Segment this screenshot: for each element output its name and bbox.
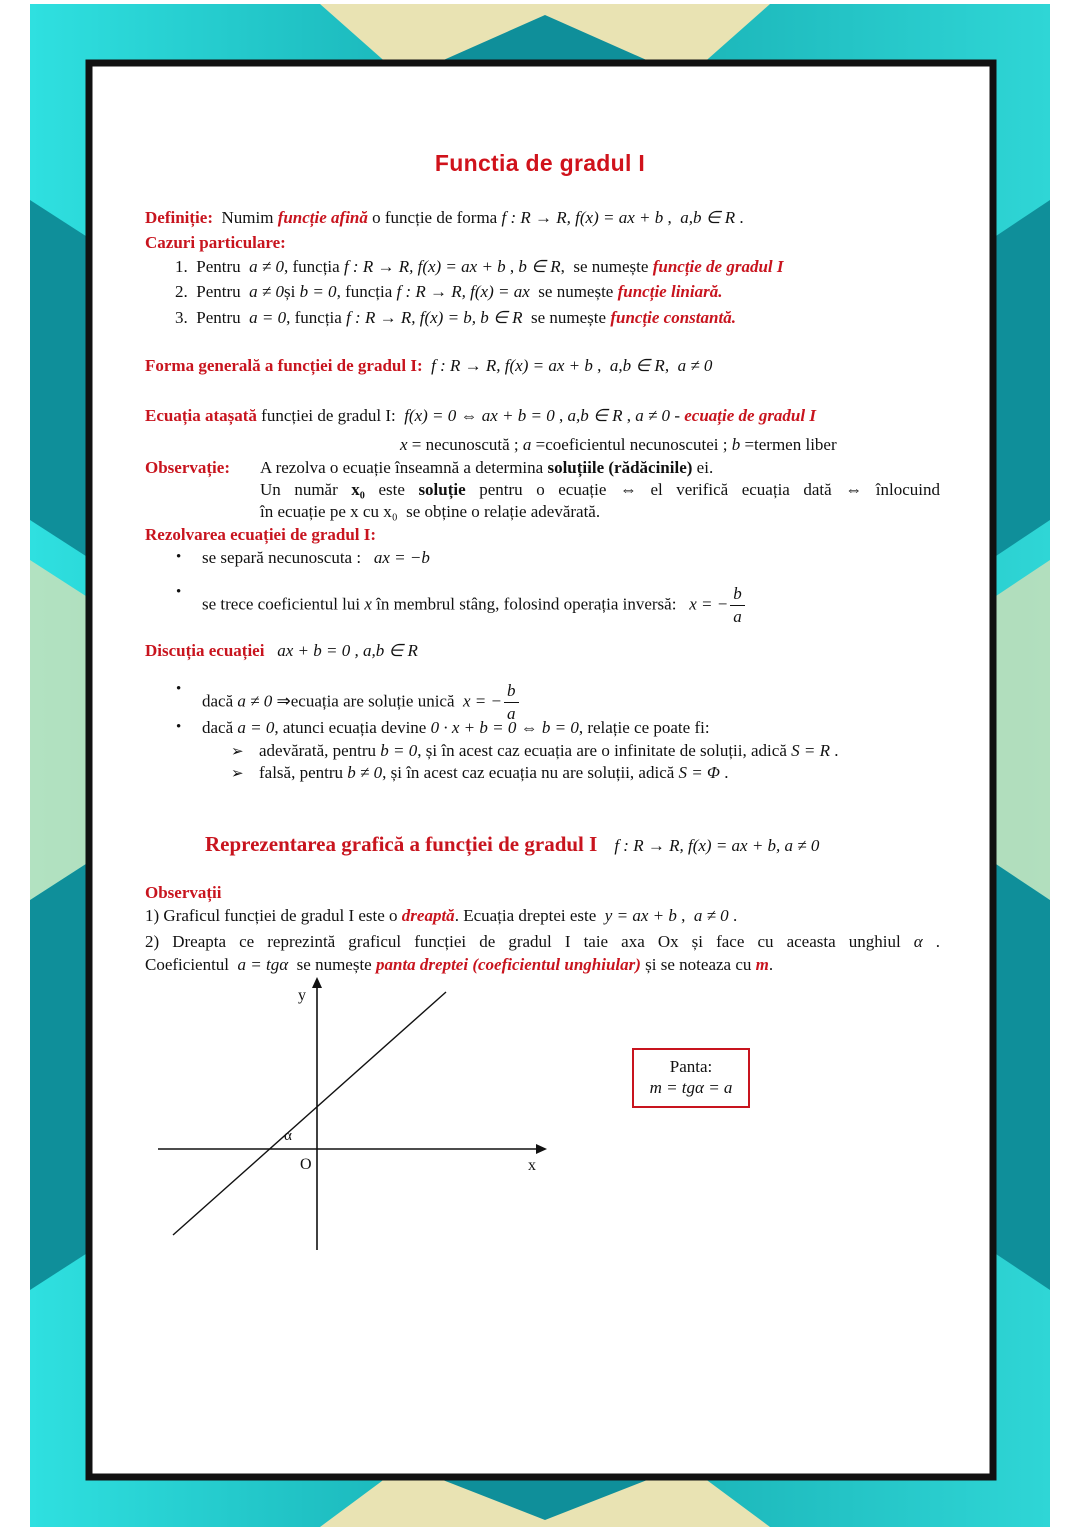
body-text: , atunci ecuația devine xyxy=(274,718,431,737)
heading-text: Rezolvarea ecuației de gradul I: xyxy=(145,525,377,544)
math-expression: a xyxy=(522,435,532,454)
origin-label: O xyxy=(300,1156,312,1173)
math-expression: a = tgα xyxy=(237,955,289,974)
emphasis-text: funcție constantă. xyxy=(610,308,736,327)
math-expression: a = 0 xyxy=(237,718,275,737)
body-text: ⇒ecuația are soluție unică xyxy=(272,691,464,711)
math-expression: a ≠ 0 xyxy=(677,356,713,375)
math-expression: f : R → R, f(x) = ax + b xyxy=(343,257,506,276)
body-text: , xyxy=(592,356,610,375)
math-expression: a ≠ 0 xyxy=(249,257,284,276)
body-text: 1) Graficul funcției de gradul I este o xyxy=(145,906,402,925)
bullet-icon: • xyxy=(176,584,182,600)
body-text: se numește xyxy=(288,955,376,974)
body-text: Coeficientul xyxy=(145,955,238,974)
math-expression: b ∈ R xyxy=(518,257,561,276)
emphasis-text: funcție liniară. xyxy=(617,282,723,301)
body-text: - xyxy=(670,406,685,425)
emphasis-text: funcție de gradul I xyxy=(652,257,784,276)
heading-text: Definiție: xyxy=(145,208,213,227)
math-expression: x xyxy=(364,594,372,614)
body-text: în membrul stâng, folosind operația inversă: xyxy=(371,594,690,614)
body-text: se trece coeficientul lui xyxy=(202,594,365,614)
math-expression: S = Φ xyxy=(678,763,720,782)
body-text: , xyxy=(505,257,519,276)
emphasis-text: m xyxy=(755,955,769,974)
emphasis-text: panta dreptei (coeficientul unghiular) xyxy=(375,955,641,974)
math-expression: f(x) = 0 ⇔ ax + b = 0 xyxy=(404,406,555,425)
math-expression: f : R → R, f(x) = ax xyxy=(396,282,530,301)
math-expression: x = − xyxy=(689,594,729,614)
body-text: 2. Pentru xyxy=(175,282,250,301)
fraction-numerator: b xyxy=(730,583,745,606)
bold-text: soluțiile (rădăcinile) xyxy=(547,458,693,477)
y-axis-arrow-icon xyxy=(312,977,322,988)
body-text: și xyxy=(283,282,300,301)
math-expression: α xyxy=(913,932,923,951)
math-expression: f : R → R, f(x) = ax + b, a ≠ 0 xyxy=(614,836,820,855)
body-text: o funcție de forma xyxy=(367,208,502,227)
function-line xyxy=(173,992,446,1235)
body-text: , xyxy=(622,406,636,425)
body-text: , xyxy=(663,208,681,227)
fraction-denominator: a xyxy=(733,607,742,626)
math-expression: f : R → R, f(x) = ax + b xyxy=(431,356,593,375)
slope-box xyxy=(632,1048,750,1108)
body-text: . Ecuația dreptei este xyxy=(454,906,605,925)
math-expression: f : R → R, f(x) = b, b ∈ R xyxy=(346,308,523,327)
math-expression: ax + b = 0 , a,b ∈ R xyxy=(277,641,418,660)
emphasis-text: dreaptă xyxy=(401,906,455,925)
fraction-numerator: b xyxy=(504,680,519,703)
math-expression: ax = −b xyxy=(373,548,430,567)
body-text: falsă, pentru xyxy=(259,763,348,782)
body-text: . xyxy=(735,208,744,227)
body-text: =termen liber xyxy=(740,435,837,454)
body-text: 2) Dreapta ce reprezintă graficul funcției de gradul I taie axa Ox și face cu aceasta unghiul xyxy=(145,932,914,951)
body-text: se numește xyxy=(522,308,611,327)
math-expression: x xyxy=(400,435,408,454)
section-heading: Reprezentarea grafică a funcției de gradul I xyxy=(205,832,598,856)
emphasis-text: funcție afină xyxy=(277,208,368,227)
body-text: în ecuație pe x cu x₀ se obține o relație adevărată. xyxy=(260,502,601,521)
body-text: 3. Pentru xyxy=(175,308,250,327)
body-text: se separă necunoscuta : xyxy=(202,548,374,567)
math-expression: b ≠ 0 xyxy=(347,763,383,782)
math-expression: y = ax + b xyxy=(604,906,677,925)
body-text: , funcția xyxy=(336,282,397,301)
y-axis-label: y xyxy=(298,987,306,1004)
math-expression: a = 0 xyxy=(249,308,287,327)
body-text: pentru o ecuație ⇔ el verifică ecuația dată ⇔ înlocuind xyxy=(465,480,940,499)
heading-text: Observații xyxy=(145,883,222,902)
body-text: Numim xyxy=(212,208,278,227)
body-text: A rezolva o ecuație înseamnă a determina xyxy=(260,458,548,477)
emphasis-text: ecuație de gradul I xyxy=(684,406,816,425)
arrow-bullet-icon: ➢ xyxy=(231,766,244,782)
math-expression: b xyxy=(731,435,741,454)
body-text: dacă xyxy=(202,718,238,737)
body-text: , xyxy=(554,406,568,425)
body-text: , funcția xyxy=(286,308,347,327)
slope-box-label: Panta: xyxy=(669,1057,713,1076)
bold-text: soluție xyxy=(418,480,466,499)
math-expression: S = R xyxy=(791,741,830,760)
body-text: , relație ce poate fi: xyxy=(578,718,710,737)
body-text: . xyxy=(829,741,839,760)
slope-box-formula: m = tgα = a xyxy=(649,1078,733,1097)
math-expression: b = 0 xyxy=(380,741,418,760)
body-text: . xyxy=(719,763,729,782)
body-text: . xyxy=(768,955,774,974)
heading-text: Forma generală a funcției de gradul I: xyxy=(145,356,423,375)
heading-text: Ecuația atașată xyxy=(145,406,257,425)
bullet-icon: • xyxy=(176,719,182,735)
body-text: se numește xyxy=(529,282,618,301)
bullet-icon: • xyxy=(176,549,182,565)
body-text: =coeficientul necunoscutei ; xyxy=(531,435,732,454)
math-expression: a ≠ 0 xyxy=(249,282,284,301)
page-title: Functia de gradul I xyxy=(434,150,646,176)
body-text: și se noteaza cu xyxy=(640,955,756,974)
math-expression: 0 · x + b = 0 ⇔ b = 0 xyxy=(430,718,579,737)
body-text: , xyxy=(676,906,694,925)
body-text: . xyxy=(922,932,941,951)
body-text: adevărată, pentru xyxy=(259,741,381,760)
math-expression: b = 0 xyxy=(299,282,337,301)
math-expression: a ≠ 0 xyxy=(693,906,729,925)
heading-text: Discuția ecuației xyxy=(145,641,265,660)
body-text: este xyxy=(364,480,419,499)
arrow-bullet-icon: ➢ xyxy=(231,744,244,760)
math-expression: x = − xyxy=(463,691,503,711)
math-expression: a,b ∈ R xyxy=(567,406,623,425)
math-expression: a ≠ 0 xyxy=(237,691,273,711)
x-axis-label: x xyxy=(528,1157,536,1174)
bullet-icon: • xyxy=(176,681,182,697)
math-expression: a,b ∈ R xyxy=(609,356,665,375)
body-text: , și în acest caz ecuația are o infinitate de soluții, adică xyxy=(417,741,792,760)
body-text: , xyxy=(664,356,678,375)
body-text: . xyxy=(728,906,738,925)
math-expression: a,b ∈ R xyxy=(680,208,736,227)
body-text: , se numește xyxy=(560,257,653,276)
heading-text: Cazuri particulare: xyxy=(145,233,286,252)
body-text: funcției de gradul I: xyxy=(256,406,405,425)
body-text: , funcția xyxy=(283,257,344,276)
body-text: , și în acest caz ecuația nu are soluții, adică xyxy=(382,763,679,782)
body-text: = necunoscută ; xyxy=(407,435,523,454)
body-text: Un număr xyxy=(260,480,352,499)
angle-label: α xyxy=(284,1128,292,1144)
math-expression: f : R → R, f(x) = ax + b xyxy=(501,208,664,227)
bold-text: x₀ xyxy=(351,480,365,499)
math-expression: a ≠ 0 xyxy=(635,406,671,425)
fraction-denominator: a xyxy=(507,704,516,723)
heading-text: Observație: xyxy=(145,458,230,477)
x-axis-arrow-icon xyxy=(536,1144,547,1154)
body-text: ei. xyxy=(692,458,714,477)
body-text: 1. Pentru xyxy=(175,257,250,276)
body-text: dacă xyxy=(202,691,238,711)
